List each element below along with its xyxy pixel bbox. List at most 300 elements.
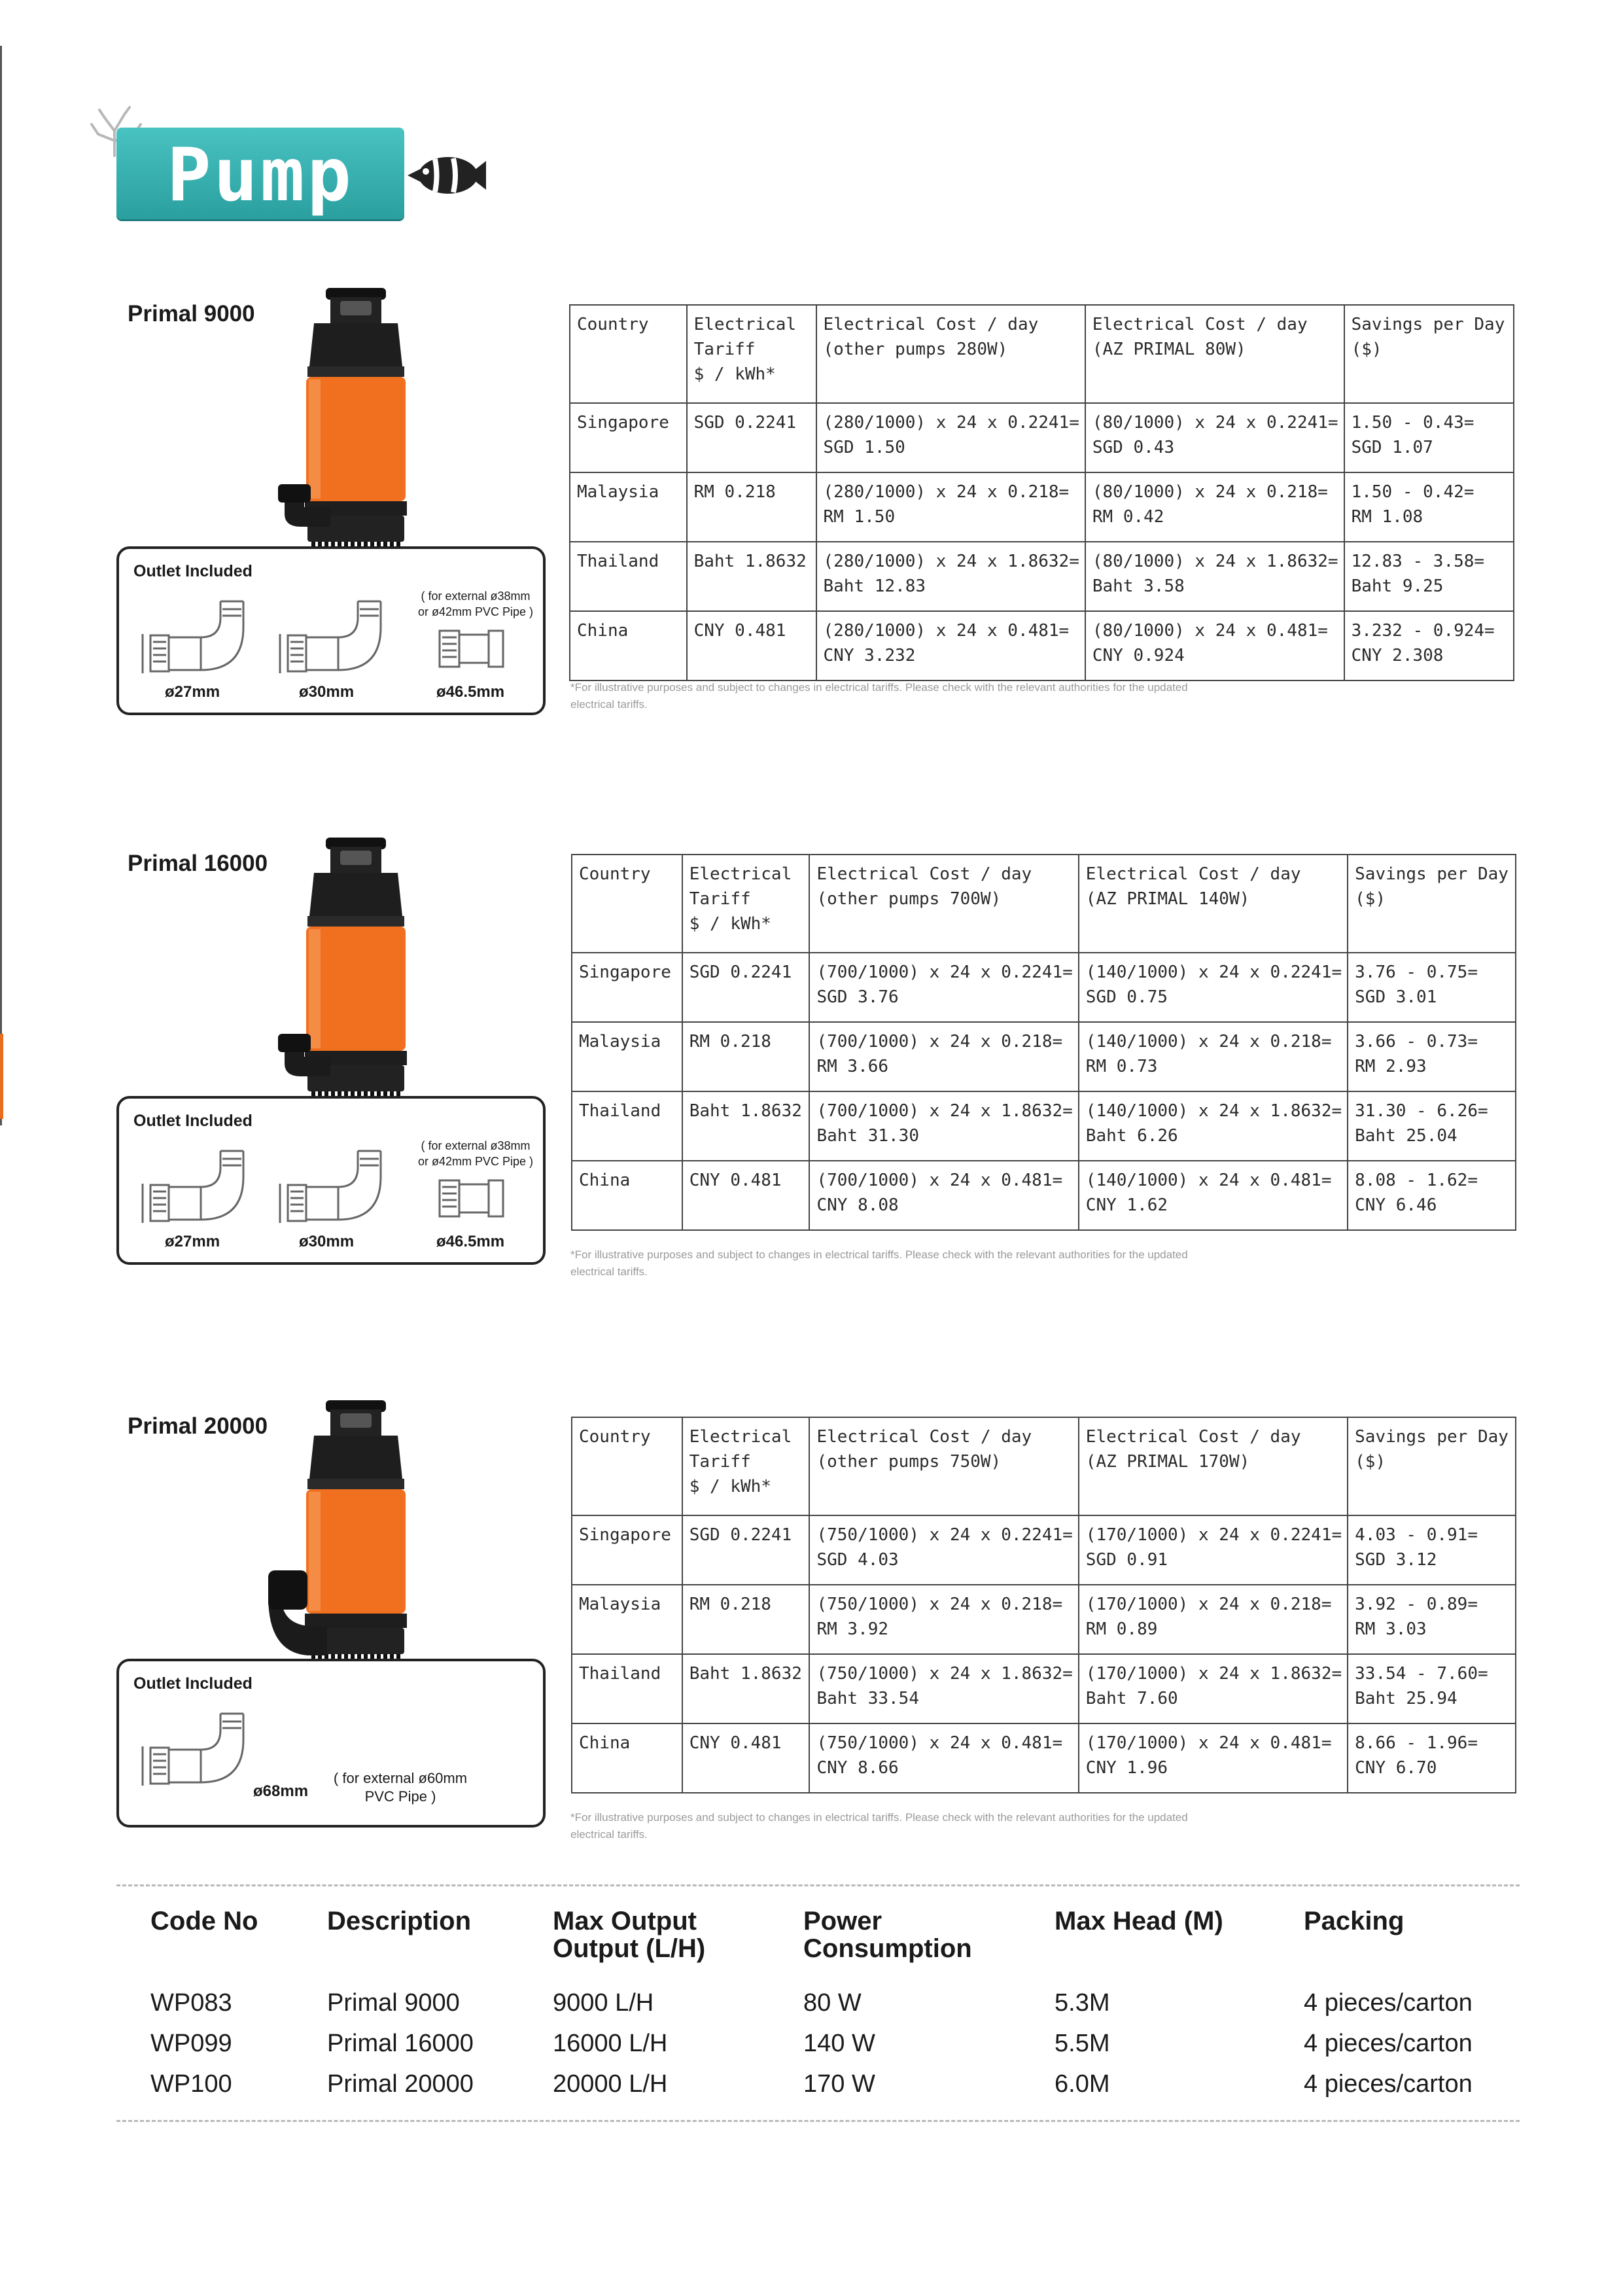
cell-primal — [1079, 953, 1348, 1022]
fish-icon — [402, 149, 487, 202]
header-text: Electrical Cost / day — [1085, 1427, 1301, 1447]
cell-other — [809, 953, 1078, 1022]
outlet-box — [116, 1096, 546, 1265]
spec-cell: 170 W — [803, 2070, 875, 2098]
outlet-title: Outlet Included — [133, 1112, 253, 1130]
cell-text: SGD 0.2241 — [689, 963, 792, 982]
tariff-table — [571, 854, 1516, 1231]
header-text: ($) — [1351, 340, 1382, 359]
cell-tariff — [682, 1723, 810, 1793]
header-text: Savings per Day — [1351, 315, 1505, 334]
cell-primal — [1085, 611, 1344, 680]
header-text: Electrical — [689, 1427, 792, 1447]
pump-image — [268, 838, 438, 1116]
table-row — [570, 542, 1514, 611]
cell-text: (170/1000) x 24 x 0.2241= — [1085, 1525, 1342, 1545]
fitting-size-label: ø30mm — [299, 683, 355, 701]
cell-text: Singapore — [579, 963, 671, 982]
cell-text: RM 0.89 — [1085, 1619, 1158, 1639]
cell-other — [809, 1161, 1078, 1230]
spec-cell: WP100 — [150, 2070, 232, 2098]
fitting-size-label: ø27mm — [165, 683, 220, 701]
spec-cell: WP099 — [150, 2030, 232, 2057]
cell-text: CNY 8.66 — [816, 1758, 899, 1778]
table-row — [570, 611, 1514, 680]
header-other-pumps — [816, 305, 1085, 403]
cell-text: Baht 31.30 — [816, 1126, 919, 1146]
spec-header — [803, 1907, 972, 1962]
cell-other — [809, 1515, 1078, 1585]
cell-text: CNY 8.08 — [816, 1195, 899, 1215]
disclaimer — [570, 1809, 1493, 1843]
outlet-fitting — [276, 1144, 387, 1239]
spec-cell: Primal 16000 — [327, 2030, 474, 2057]
cell-text: China — [579, 1733, 631, 1753]
header-text: $ / kWh* — [689, 914, 771, 934]
title-badge — [116, 128, 404, 219]
cell-country — [572, 1022, 682, 1091]
cell-primal — [1079, 1585, 1348, 1654]
spec-cell: 6.0M — [1055, 2070, 1110, 2098]
cell-text: (140/1000) x 24 x 0.218= — [1085, 1032, 1332, 1051]
cell-text: (700/1000) x 24 x 0.2241= — [816, 963, 1073, 982]
cell-text: (700/1000) x 24 x 1.8632= — [816, 1101, 1073, 1121]
cell-text: SGD 0.91 — [1085, 1550, 1168, 1570]
cell-primal — [1079, 1022, 1348, 1091]
cell-text: Baht 1.8632 — [693, 552, 807, 571]
table-row — [572, 1723, 1516, 1793]
header-text: ($) — [1355, 889, 1386, 909]
cell-primal — [1079, 1161, 1348, 1230]
tariff-table — [569, 304, 1514, 681]
cell-other — [809, 1022, 1078, 1091]
spec-divider-top — [116, 1884, 1520, 1886]
header-text: Tariff — [689, 889, 751, 909]
cell-text: Thailand — [579, 1101, 661, 1121]
header-primal-pump — [1079, 1417, 1348, 1515]
cell-country — [572, 1723, 682, 1793]
spec-header-text: Output (L/H) — [553, 1934, 706, 1963]
header-text: (AZ PRIMAL 140W) — [1085, 889, 1250, 909]
cell-text: RM 2.93 — [1355, 1057, 1427, 1076]
cell-text: Thailand — [579, 1664, 661, 1684]
cell-other — [809, 1654, 1078, 1723]
cell-tariff — [682, 1161, 810, 1230]
outlet-fitting — [433, 1161, 518, 1236]
cell-savings — [1348, 1654, 1516, 1723]
spec-header — [1304, 1907, 1404, 1935]
header-other-pumps — [809, 855, 1078, 953]
cell-text: 3.66 - 0.73= — [1355, 1032, 1478, 1051]
table-row — [572, 1654, 1516, 1723]
outlet-note-line: ( for external ø38mm — [421, 1139, 531, 1152]
outlet-note-line: or ø42mm PVC Pipe ) — [417, 1155, 534, 1168]
cell-text: 33.54 - 7.60= — [1355, 1664, 1488, 1684]
disclaimer-line: *For illustrative purposes and subject to changes in electrical tariffs. Please check with the relevant authorities for the updated — [570, 681, 1188, 694]
header-country — [570, 305, 687, 403]
header-text: Country — [579, 864, 651, 884]
pump-image — [268, 288, 438, 566]
cell-text: Baht 12.83 — [823, 576, 926, 596]
cell-primal — [1085, 542, 1344, 611]
header-savings — [1348, 855, 1516, 953]
cell-text: SGD 1.50 — [823, 438, 905, 457]
spec-header — [1055, 1907, 1223, 1935]
cell-savings — [1344, 472, 1514, 542]
spec-cell: 20000 L/H — [553, 2070, 668, 2098]
cell-tariff — [682, 1654, 810, 1723]
table-row — [570, 472, 1514, 542]
cell-tariff — [682, 1515, 810, 1585]
cell-text: SGD 3.76 — [816, 987, 899, 1007]
cell-text: Baht 25.04 — [1355, 1126, 1457, 1146]
cell-country — [570, 542, 687, 611]
cell-text: SGD 0.2241 — [689, 1525, 792, 1545]
header-savings — [1344, 305, 1514, 403]
cell-text: Singapore — [579, 1525, 671, 1545]
tariff-header-row — [570, 305, 1514, 403]
cell-text: CNY 1.62 — [1085, 1195, 1168, 1215]
header-text: Electrical Cost / day — [823, 315, 1039, 334]
header-text: Country — [579, 1427, 651, 1447]
cell-text: Malaysia — [579, 1032, 661, 1051]
outlet-note-line: or ø42mm PVC Pipe ) — [417, 605, 534, 618]
cell-country — [572, 1515, 682, 1585]
header-text: $ / kWh* — [689, 1477, 771, 1496]
cell-primal — [1079, 1654, 1348, 1723]
outlet-note-line: ( for external ø38mm — [421, 590, 531, 603]
table-row — [572, 1022, 1516, 1091]
header-primal-pump — [1079, 855, 1348, 953]
cell-text: CNY 6.70 — [1355, 1758, 1437, 1778]
cell-savings — [1348, 953, 1516, 1022]
outlet-note-line: PVC Pipe ) — [364, 1788, 436, 1805]
header-text: Savings per Day — [1355, 864, 1509, 884]
table-row — [572, 953, 1516, 1022]
cell-text: 1.50 - 0.43= — [1351, 413, 1475, 433]
outlet-title: Outlet Included — [133, 562, 253, 580]
outlet-note — [315, 1769, 485, 1806]
cell-other — [809, 1091, 1078, 1161]
cell-savings — [1348, 1022, 1516, 1091]
spec-cell: 140 W — [803, 2030, 875, 2057]
cell-tariff — [682, 1091, 810, 1161]
fitting-size-label: ø68mm — [253, 1782, 309, 1800]
cell-primal — [1085, 403, 1344, 472]
spec-cell: Primal 9000 — [327, 1989, 460, 2017]
cell-other — [816, 403, 1085, 472]
outlet-fitting — [139, 1144, 250, 1239]
cell-country — [572, 1091, 682, 1161]
header-text: (AZ PRIMAL 80W) — [1092, 340, 1246, 359]
cell-text: China — [577, 621, 629, 641]
cell-other — [816, 611, 1085, 680]
cell-text: RM 3.03 — [1355, 1619, 1427, 1639]
cell-other — [816, 542, 1085, 611]
cell-savings — [1348, 1723, 1516, 1793]
cell-text: (280/1000) x 24 x 0.2241= — [823, 413, 1079, 433]
cell-text: RM 0.73 — [1085, 1057, 1158, 1076]
spec-cell: 4 pieces/carton — [1304, 2070, 1473, 2098]
cell-country — [572, 1654, 682, 1723]
cell-text: RM 0.218 — [693, 482, 776, 502]
header-text: Electrical — [689, 864, 792, 884]
cell-tariff — [682, 1022, 810, 1091]
cell-text: CNY 0.481 — [693, 621, 786, 641]
cell-country — [570, 403, 687, 472]
cell-text: SGD 3.01 — [1355, 987, 1437, 1007]
spec-header — [553, 1907, 705, 1962]
spec-header — [327, 1907, 471, 1935]
cell-tariff — [687, 542, 816, 611]
spec-cell: WP083 — [150, 1989, 232, 2017]
cell-text: Baht 25.94 — [1355, 1689, 1457, 1708]
cell-tariff — [687, 611, 816, 680]
cell-text: RM 1.50 — [823, 507, 896, 527]
fitting-size-label: ø46.5mm — [436, 1233, 505, 1250]
page-title: Pump — [167, 133, 354, 218]
header-other-pumps — [809, 1417, 1078, 1515]
spec-cell: 5.5M — [1055, 2030, 1110, 2057]
cell-text: CNY 6.46 — [1355, 1195, 1437, 1215]
table-row — [572, 1585, 1516, 1654]
cell-country — [572, 953, 682, 1022]
cell-text: (700/1000) x 24 x 0.218= — [816, 1032, 1063, 1051]
header-text: Electrical Cost / day — [816, 1427, 1032, 1447]
cell-primal — [1085, 472, 1344, 542]
spec-cell: Primal 20000 — [327, 2070, 474, 2098]
header-tariff — [687, 305, 816, 403]
disclaimer — [570, 679, 1493, 713]
cell-text: 12.83 - 3.58= — [1351, 552, 1485, 571]
cell-text: (280/1000) x 24 x 1.8632= — [823, 552, 1079, 571]
outlet-fitting — [139, 595, 250, 690]
disclaimer-line: *For illustrative purposes and subject to changes in electrical tariffs. Please check with the relevant authorities for the updated — [570, 1248, 1188, 1261]
header-primal-pump — [1085, 305, 1344, 403]
cell-other — [809, 1585, 1078, 1654]
cell-text: RM 1.08 — [1351, 507, 1423, 527]
header-text: Savings per Day — [1355, 1427, 1509, 1447]
disclaimer-line: electrical tariffs. — [570, 698, 648, 711]
cell-text: (750/1000) x 24 x 0.481= — [816, 1733, 1063, 1753]
cell-text: (80/1000) x 24 x 1.8632= — [1092, 552, 1338, 571]
cell-tariff — [687, 472, 816, 542]
outlet-note-line: ( for external ø60mm — [333, 1770, 468, 1786]
cell-text: CNY 2.308 — [1351, 646, 1444, 665]
header-tariff — [682, 855, 810, 953]
cell-savings — [1344, 403, 1514, 472]
disclaimer-line: *For illustrative purposes and subject to changes in electrical tariffs. Please check with the relevant authorities for the updated — [570, 1811, 1188, 1824]
spec-cell: 16000 L/H — [553, 2030, 668, 2057]
header-text: Tariff — [689, 1452, 751, 1472]
cell-country — [570, 611, 687, 680]
header-text: Electrical Cost / day — [816, 864, 1032, 884]
cell-savings — [1348, 1091, 1516, 1161]
cell-text: (280/1000) x 24 x 0.218= — [823, 482, 1070, 502]
header-text: (other pumps 750W) — [816, 1452, 1002, 1472]
cell-text: (750/1000) x 24 x 1.8632= — [816, 1664, 1073, 1684]
spec-header-text: Power — [803, 1907, 882, 1935]
cell-text: (170/1000) x 24 x 0.218= — [1085, 1595, 1332, 1614]
cell-savings — [1348, 1585, 1516, 1654]
outlet-fitting — [139, 1707, 250, 1802]
header-savings — [1348, 1417, 1516, 1515]
header-text: (other pumps 700W) — [816, 889, 1002, 909]
cell-text: (80/1000) x 24 x 0.218= — [1092, 482, 1328, 502]
cell-text: SGD 3.12 — [1355, 1550, 1437, 1570]
cell-text: 4.03 - 0.91= — [1355, 1525, 1478, 1545]
cell-text: (140/1000) x 24 x 0.2241= — [1085, 963, 1342, 982]
spec-cell: 4 pieces/carton — [1304, 2030, 1473, 2057]
cell-primal — [1079, 1515, 1348, 1585]
pump-image — [268, 1400, 438, 1678]
header-text: ($) — [1355, 1452, 1386, 1472]
header-country — [572, 1417, 682, 1515]
product-name: Primal 16000 — [128, 851, 268, 876]
product-section — [0, 1400, 1623, 1924]
outlet-fitting — [433, 611, 518, 686]
spec-header-text: Description — [327, 1907, 472, 1935]
cell-text: RM 0.42 — [1092, 507, 1164, 527]
product-section — [0, 288, 1623, 811]
cell-text: Malaysia — [579, 1595, 661, 1614]
cell-text: (170/1000) x 24 x 0.481= — [1085, 1733, 1332, 1753]
cell-text: 31.30 - 6.26= — [1355, 1101, 1488, 1121]
cell-savings — [1348, 1161, 1516, 1230]
cell-primal — [1079, 1091, 1348, 1161]
disclaimer — [570, 1246, 1493, 1280]
cell-text: Baht 9.25 — [1351, 576, 1444, 596]
cell-text: SGD 1.07 — [1351, 438, 1433, 457]
cell-text: SGD 0.43 — [1092, 438, 1175, 457]
cell-text: (750/1000) x 24 x 0.2241= — [816, 1525, 1073, 1545]
cell-text: RM 3.66 — [816, 1057, 889, 1076]
cell-text: SGD 0.75 — [1085, 987, 1168, 1007]
cell-country — [572, 1585, 682, 1654]
cell-text: 8.66 - 1.96= — [1355, 1733, 1478, 1753]
cell-tariff — [682, 1585, 810, 1654]
cell-country — [570, 472, 687, 542]
cell-text: 3.76 - 0.75= — [1355, 963, 1478, 982]
cell-text: Baht 1.8632 — [689, 1664, 802, 1684]
cell-text: Singapore — [577, 413, 669, 433]
table-row — [572, 1161, 1516, 1230]
spec-header-text: Code No — [150, 1907, 258, 1935]
fitting-size-label: ø46.5mm — [436, 683, 505, 701]
cell-country — [572, 1161, 682, 1230]
spec-header-text: Packing — [1304, 1907, 1405, 1935]
spec-header-text: Consumption — [803, 1934, 972, 1963]
header-text: Tariff — [693, 340, 756, 359]
fitting-size-label: ø30mm — [299, 1233, 355, 1250]
cell-text: CNY 0.481 — [689, 1733, 782, 1753]
header-text: Electrical Cost / day — [1085, 864, 1301, 884]
cell-text: (750/1000) x 24 x 0.218= — [816, 1595, 1063, 1614]
product-name: Primal 9000 — [128, 301, 255, 327]
header-country — [572, 855, 682, 953]
cell-text: RM 0.218 — [689, 1595, 771, 1614]
product-section — [0, 838, 1623, 1361]
fitting-size-label: ø27mm — [165, 1233, 220, 1250]
spec-divider-bottom — [116, 2120, 1520, 2122]
cell-text: SGD 0.2241 — [693, 413, 797, 433]
cell-text: Baht 33.54 — [816, 1689, 919, 1708]
cell-text: Baht 6.26 — [1085, 1126, 1178, 1146]
spec-cell: 4 pieces/carton — [1304, 1989, 1473, 2017]
cell-text: Baht 1.8632 — [689, 1101, 802, 1121]
cell-text: CNY 3.232 — [823, 646, 916, 665]
cell-tariff — [682, 953, 810, 1022]
cell-text: 1.50 - 0.42= — [1351, 482, 1475, 502]
cell-text: RM 3.92 — [816, 1619, 889, 1639]
cell-text: Baht 7.60 — [1085, 1689, 1178, 1708]
spec-cell: 80 W — [803, 1989, 862, 2017]
disclaimer-line: electrical tariffs. — [570, 1828, 648, 1841]
cell-text: (280/1000) x 24 x 0.481= — [823, 621, 1070, 641]
spec-header — [150, 1907, 258, 1935]
header-text: Country — [577, 315, 649, 334]
spec-cell: 5.3M — [1055, 1989, 1110, 2017]
tariff-header-row — [572, 855, 1516, 953]
cell-other — [816, 472, 1085, 542]
disclaimer-line: electrical tariffs. — [570, 1265, 648, 1278]
cell-text: (140/1000) x 24 x 0.481= — [1085, 1171, 1332, 1190]
spec-cell: 9000 L/H — [553, 1989, 654, 2017]
cell-text: CNY 0.924 — [1092, 646, 1185, 665]
cell-text: 8.08 - 1.62= — [1355, 1171, 1478, 1190]
cell-text: 3.232 - 0.924= — [1351, 621, 1495, 641]
cell-text: Thailand — [577, 552, 659, 571]
cell-text: China — [579, 1171, 631, 1190]
cell-text: SGD 4.03 — [816, 1550, 899, 1570]
tariff-table — [571, 1417, 1516, 1793]
cell-tariff — [687, 403, 816, 472]
outlet-title: Outlet Included — [133, 1674, 253, 1693]
cell-text: CNY 1.96 — [1085, 1758, 1168, 1778]
outlet-fitting — [276, 595, 387, 690]
cell-savings — [1344, 542, 1514, 611]
header-text: (AZ PRIMAL 170W) — [1085, 1452, 1250, 1472]
cell-text: (140/1000) x 24 x 1.8632= — [1085, 1101, 1342, 1121]
table-row — [572, 1091, 1516, 1161]
cell-primal — [1079, 1723, 1348, 1793]
table-row — [572, 1515, 1516, 1585]
cell-text: (170/1000) x 24 x 1.8632= — [1085, 1664, 1342, 1684]
cell-savings — [1348, 1515, 1516, 1585]
cell-text: (80/1000) x 24 x 0.481= — [1092, 621, 1328, 641]
header-text: $ / kWh* — [693, 364, 776, 384]
tariff-header-row — [572, 1417, 1516, 1515]
cell-text: Baht 3.58 — [1092, 576, 1185, 596]
cell-text: Malaysia — [577, 482, 659, 502]
outlet-box — [116, 1659, 546, 1828]
product-name: Primal 20000 — [128, 1413, 268, 1439]
outlet-box — [116, 546, 546, 715]
header-text: (other pumps 280W) — [823, 340, 1008, 359]
cell-text: RM 0.218 — [689, 1032, 771, 1051]
table-row — [570, 403, 1514, 472]
cell-text: CNY 0.481 — [689, 1171, 782, 1190]
spec-header-text: Max Head (M) — [1055, 1907, 1223, 1935]
cell-other — [809, 1723, 1078, 1793]
header-text: Electrical Cost / day — [1092, 315, 1308, 334]
cell-savings — [1344, 611, 1514, 680]
cell-text: 3.92 - 0.89= — [1355, 1595, 1478, 1614]
header-tariff — [682, 1417, 810, 1515]
header-text: Electrical — [693, 315, 797, 334]
cell-text: (700/1000) x 24 x 0.481= — [816, 1171, 1063, 1190]
cell-text: (80/1000) x 24 x 0.2241= — [1092, 413, 1338, 433]
